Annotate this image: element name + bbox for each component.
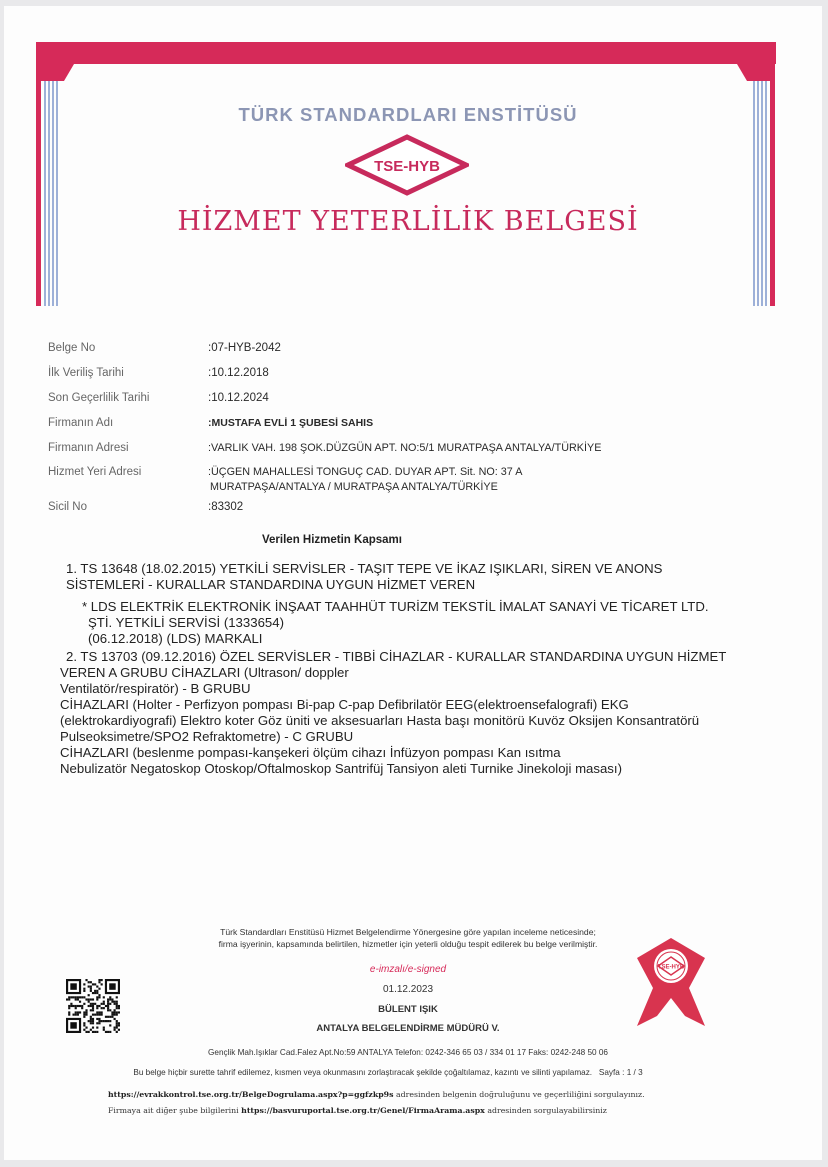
scope-line: VEREN A GRUBU CİHAZLARI (Ultrason/ doppler bbox=[60, 665, 349, 680]
scope-line: 1. TS 13648 (18.02.2015) YETKİLİ SERVİSLER - TAŞIT TEPE VE İKAZ IŞIKLARI, SİREN VE ANONS bbox=[66, 561, 663, 576]
verify-link[interactable]: https://evrakkontrol.tse.org.tr/BelgeDogrulama.aspx?p=ggfzkp9s bbox=[108, 1090, 394, 1099]
svg-text:TSE-HYB: TSE-HYB bbox=[657, 964, 685, 971]
svg-text:TSE-HYB: TSE-HYB bbox=[374, 158, 440, 175]
field-label-sicil-no: Sicil No bbox=[48, 501, 87, 513]
page-label: Sayfa : bbox=[598, 1068, 625, 1077]
institute-address: Gençlik Mah.Işıklar Cad.Falez Apt.No:59 ANTALYA Telefon: 0242-346 65 03 / 334 01 17 Faks: 0242-248 50 06 bbox=[208, 1048, 608, 1057]
scope-line: (elektrokardiyografi) Elektro koter Göz üniti ve aksesuarları Hasta başı monitörü Kuvöz Oksijen Konsantratörü bbox=[60, 713, 700, 728]
scope-line: SİSTEMLERİ - KURALLAR STANDARDINA UYGUN HİZMET VEREN bbox=[66, 577, 476, 592]
field-label-firma-adi: Firmanın Adı bbox=[48, 417, 114, 429]
field-label-ilk-verilis: İlk Veriliş Tarihi bbox=[48, 367, 124, 379]
signer-name: BÜLENT IŞIK bbox=[378, 1004, 438, 1015]
institute-name: TÜRK STANDARDLARI ENSTİTÜSÜ bbox=[238, 104, 578, 125]
warning-text: Bu belge hiçbir surette tahrif edilemez, kısmen veya okunmasını zorlaştıracak şekilde çoğaltılamaz, kazıntı ve silinti yapılamaz. Sayfa : 1 / 3 bbox=[133, 1068, 643, 1077]
scope-line: Nebulizatör Negatoskop Otoskop/Oftalmoskop Santrifüj Tansiyon aleti Turnike Jinekoloji masası) bbox=[60, 761, 622, 776]
statement-line-2: firma işyerinin, kapsamında belirtilen, hizmetler için yeterli olduğu tespit edilerek bu belge verilmiştir. bbox=[218, 939, 598, 949]
tse-stamp bbox=[629, 936, 713, 1030]
tse-hyb-logo bbox=[345, 134, 469, 196]
field-value-ilk-verilis: :10.12.2018 bbox=[208, 367, 269, 379]
qr-code[interactable] bbox=[66, 979, 120, 1033]
field-value-hizmet-yeri-2: MURATPAŞA/ANTALYA / MURATPAŞA ANTALYA/TÜRKİYE bbox=[210, 481, 498, 493]
page-number: 1 / 3 bbox=[626, 1068, 643, 1077]
scope-line: (06.12.2018) (LDS) MARKALI bbox=[88, 631, 263, 646]
scope-line: Ventilatör/respiratör) - B GRUBU bbox=[60, 681, 251, 696]
field-value-son-gecerlilik: :10.12.2024 bbox=[208, 392, 269, 404]
field-label-son-gecerlilik: Son Geçerlilik Tarihi bbox=[48, 392, 150, 404]
scope-line: CİHAZLARI (beslenme pompası-kanşekeri ölçüm cihazı İnfüzyon pompası Kan ısıtma bbox=[60, 745, 561, 760]
field-label-hizmet-yeri: Hizmet Yeri Adresi bbox=[48, 466, 142, 478]
scope-title: Verilen Hizmetin Kapsamı bbox=[262, 534, 402, 546]
certificate-page bbox=[4, 6, 822, 1160]
signer-title: ANTALYA BELGELENDİRME MÜDÜRÜ V. bbox=[316, 1023, 500, 1034]
certificate-title: HİZMET YETERLİLİK BELGESİ bbox=[177, 206, 639, 237]
field-value-sicil-no: :83302 bbox=[208, 501, 244, 513]
field-value-firma-adresi: :VARLIK VAH. 198 ŞOK.DÜZGÜN APT. NO:5/1 MURATPAŞA ANTALYA/TÜRKİYE bbox=[208, 442, 602, 454]
field-value-firma-adi: :MUSTAFA EVLİ 1 ŞUBESİ SAHIS bbox=[208, 417, 374, 429]
field-value-hizmet-yeri-1: :ÜÇGEN MAHALLESİ TONGUÇ CAD. DUYAR APT. Sit. NO: 37 A bbox=[208, 466, 523, 478]
scope-line: Pulseoksimetre/SPO2 Refraktometre) - C GRUBU bbox=[60, 729, 354, 744]
scope-line: CİHAZLARI (Holter - Perfizyon pompası Bi-pap C-pap Defibrilatör EEG(elektroensefalografi) EKG bbox=[60, 697, 629, 712]
verify-line: https://evrakkontrol.tse.org.tr/BelgeDogrulama.aspx?p=ggfzkp9s adresinden belgenin doğruluğunu ve geçerliliğini sorgulayınız. bbox=[108, 1090, 645, 1099]
scope-line: * LDS ELEKTRİK ELEKTRONİK İNŞAAT TAAHHÜT TURİZM TEKSTİL İMALAT SANAYİ VE TİCARET LTD. bbox=[82, 599, 709, 614]
field-label-belge-no: Belge No bbox=[48, 342, 96, 354]
sign-date: 01.12.2023 bbox=[382, 984, 434, 995]
branch-link[interactable]: https://basvuruportal.tse.org.tr/Genel/FirmaArama.aspx bbox=[241, 1106, 485, 1115]
field-value-belge-no: :07-HYB-2042 bbox=[208, 342, 281, 354]
branch-line: Firmaya ait diğer şube bilgilerini https://basvuruportal.tse.org.tr/Genel/FirmaArama.aspx adresinden sorgulayabilirsiniz bbox=[108, 1106, 607, 1115]
statement-line-1: Türk Standardları Enstitüsü Hizmet Belgelendirme Yönergesine göre yapılan inceleme neticesinde; bbox=[220, 927, 596, 937]
field-label-firma-adresi: Firmanın Adresi bbox=[48, 442, 129, 454]
esigned-label: e-imzalı/e-signed bbox=[369, 964, 447, 975]
scope-line: ŞTİ. YETKİLİ SERVİSİ (1333654) bbox=[88, 615, 284, 630]
scope-line: 2. TS 13703 (09.12.2016) ÖZEL SERVİSLER - TIBBİ CİHAZLAR - KURALLAR STANDARDINA UYGUN HİZMET bbox=[66, 649, 727, 664]
